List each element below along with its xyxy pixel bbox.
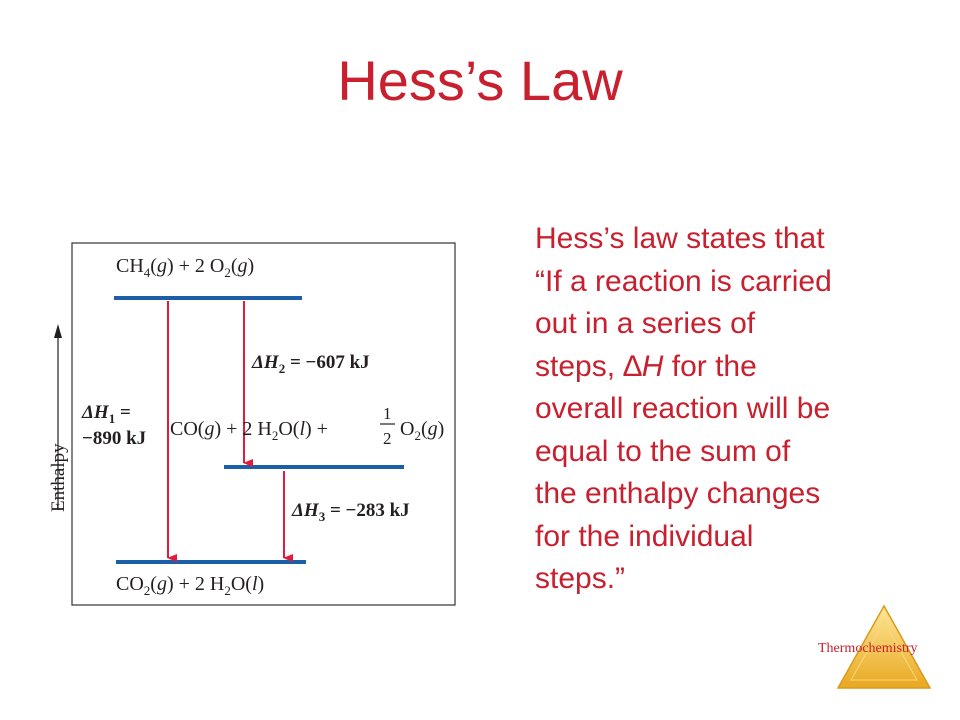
dh3-label: $\Delta H_3 = -283$ kJ [292,500,410,524]
fraction-numerator: 1 [383,404,392,423]
statement-line: “If a reaction is carried [535,264,832,298]
top-level-formula: $CH_4(g) + 2$ $O_2(g)$ [116,255,255,280]
statement-line: equal to the sum of [535,434,791,468]
statement-line: overall reaction will be [535,392,831,425]
statement-line: steps.” [535,562,626,595]
dh2-label: $\Delta H_2 = -607$ kJ [252,352,370,376]
statement-line: the enthalpy changes [535,477,821,510]
bottom-level-formula: $CO_2(g) + 2$ $H_2O(l)$ [116,573,265,598]
enthalpy-diagram [40,238,460,613]
statement-line: Hess’s law states that [535,222,825,255]
statement-line: for the individual [535,519,754,553]
enthalpy-axis-arrowhead [54,324,62,338]
middle-level-o2: $O_2(g)$ [400,418,445,443]
hess-law-statement [535,218,913,601]
slide-title: Hess’s Law [337,49,623,112]
dh1-label: $\Delta H_1$ = [82,402,131,426]
middle-level-formula: CO(g) + 2 $H_2O(l)$ + [170,418,328,443]
delta-symbol: ∆ [623,349,642,383]
footer-label: Thermochemistry [818,641,918,656]
statement-line: out in a series of [535,307,756,340]
enthalpy-axis-label: Enthalpy [48,443,69,512]
fraction-denominator: 2 [383,429,392,448]
dh1-value: −890 kJ [82,428,147,449]
statement-line: steps, ∆H for the [535,349,757,383]
enthalpy-variable: H [641,349,664,383]
